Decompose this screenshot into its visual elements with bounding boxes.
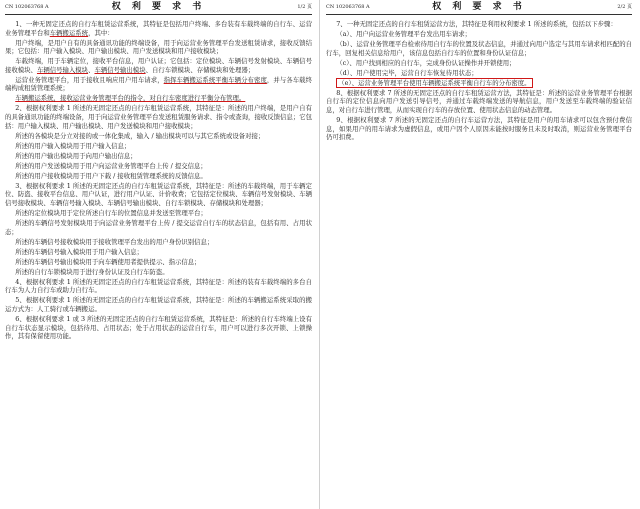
claim-text: 所述的定位模块用于定位所述自行车的位置信息并发送至管理平台； <box>15 208 207 217</box>
claim-paragraph <box>5 39 312 56</box>
page-header <box>326 0 632 15</box>
claim-paragraph <box>5 315 312 341</box>
claim-paragraph <box>5 172 312 181</box>
claim-text: ，其中： <box>88 28 114 37</box>
claim-paragraph <box>326 79 632 88</box>
claim-paragraph <box>5 182 312 208</box>
claim-text: 、 <box>88 65 95 74</box>
claim-paragraph <box>5 76 312 93</box>
claim-paragraph <box>5 104 312 130</box>
claim-paragraph <box>5 238 312 247</box>
claim-text: 6、根据权利要求 1 或 3 所述的无固定还点的自行车租赁运营系统，其特征是：所述的自行车终端上设有自行车状态显示模块，包括待用、占用状态；处于占用状态的运营自行车，用户可以进行多次开锁、上锁操作，其有保留使用功能。 <box>5 314 312 341</box>
highlighted-claim-text: 车辆搬运系统 <box>49 28 89 37</box>
claim-text: 7、一种无固定还点的自行车租赁运营方法，其特征是利用权利要求 1 所述的系统，包括以下步骤： <box>336 20 617 28</box>
claim-text: 所述的车辆信号输出模块用于向车辆使用者提供提示、指示信息； <box>15 257 201 266</box>
page-number: 2/2 页 <box>617 4 632 10</box>
claim-text: 车载终端，用于车辆定位，接收平台信息，用户认证；它包括：定位模块、车辆信号发射模块、车辆信号接收模块、 <box>5 57 312 74</box>
highlighted-claim-text: 车辆信号输入模块 <box>36 65 89 74</box>
page-title: 权 利 要 求 书 <box>111 2 206 12</box>
claim-paragraph <box>5 258 312 267</box>
highlighted-claim-text: 车辆搬运系统，接收运营业务管理平台的指令，对自行车密度进行平衡分布管理。 <box>15 94 246 103</box>
claim-paragraph <box>5 142 312 151</box>
claim-paragraph <box>5 94 312 103</box>
claim-paragraph <box>5 268 312 277</box>
claim-paragraph <box>5 248 312 257</box>
claims-page-1 <box>0 0 318 509</box>
claims-body <box>5 20 312 342</box>
highlighted-claim-text: 车辆信号输出模块 <box>94 65 146 74</box>
paragraph-gap <box>5 341 312 343</box>
claim-text: 所述的用户输入模块用于用户输入信息； <box>15 141 131 150</box>
claim-text: 9、根据权利要求 7 所述的无固定还点的自行车运营方法，其特征是用户的用车请求可以包含预付费信息，如果用户的用车请求为虚假信息，或用户因个人原因未能按时服务且未及时取消，则运营业务管理平台仍可扣费。 <box>326 115 632 142</box>
claim-paragraph <box>5 278 312 295</box>
claim-paragraph <box>326 89 632 115</box>
claim-text: 8、根据权利要求 7 所述的无固定还点的自行车租赁运营方法，其特征是：所述的运营业务管理平台根据自行车的定位信息向用户发送引导信号，并通过车载终端发送的导航信息，用户发送至车载终端的验证信息，对自行车进行管理，从而实现自行车的存放位置、使用状态信息的动态管理。 <box>326 88 632 114</box>
claim-paragraph <box>326 116 632 142</box>
claim-text: 所述的自行车锁模块用于进行身份认证及自行车防盗。 <box>15 267 169 276</box>
claim-paragraph <box>5 219 312 236</box>
claim-text: （c）、用户找到相应的自行车，完成身份认证操作并开锁使用； <box>336 58 516 67</box>
claim-paragraph <box>5 132 312 141</box>
page-number: 1/2 页 <box>297 4 312 10</box>
claim-text: 、自行车锁模块、存储模块和处理器； <box>145 65 255 74</box>
claim-text: 2、根据权利要求 1 所述的无固定还点的自行车租赁运营系统，其特征是：所述的用户终端，是用户自有的具备通讯功能的终端设备，用于向运营业务管理平台发送租赁服务请求、指令或查询，接收反馈信息；它包括：用户输入模块、用户输出模块、用户发送模块和用户接收模块； <box>5 104 312 130</box>
claim-paragraph <box>5 20 312 37</box>
claim-text: 1、一种无固定还点的自行车租赁运营系统，其特征是包括用户终端、多台装有车载终端的自行车、运营业务管理平台和 <box>5 20 312 37</box>
claim-paragraph <box>5 162 312 171</box>
claim-paragraph <box>5 152 312 161</box>
claim-text: 运营业务管理平台，用于接收且响应用户用车请求， <box>15 75 164 84</box>
claim-text: 所述的用户接收模块用于用户下载 / 接收租赁管理系统的反馈信息。 <box>15 171 207 180</box>
claim-text: 4、根据权利要求 1 所述的无固定还点的自行车租赁运营系统，其特征是：所述的装有车载终端的多台自行车为人力自行车或助力自行车。 <box>5 277 312 295</box>
publication-number: CN 102063768 A <box>5 4 49 10</box>
claim-text: （b）、运营业务管理平台检索待用自行车的位置及状态信息，并通过向用户选定与其用车请求相匹配的自行车，回复相关信息给用户，该信息包括自行车的位置和身份认证信息； <box>326 40 632 57</box>
claim-text: 所述的车辆信号发射模块用于向运营业务管理平台上传 / 提交运营自行车的状态信息，包括有用、占用状态； <box>5 218 312 236</box>
page-header <box>5 0 312 15</box>
claim-paragraph <box>326 40 632 57</box>
claim-text: 所述的用户输出模块用于向用户输出信息； <box>15 151 137 160</box>
claim-text: 所述的用户发送模块用于用户向运营业务管理平台上传 / 提交信息； <box>15 161 207 170</box>
claim-text: 所述的车辆信号接收模块用于接收管理平台发出的用户身份识别信息； <box>15 237 214 246</box>
publication-number: CN 102063768 A <box>326 4 370 10</box>
claim-paragraph <box>5 209 312 218</box>
claim-text: 3、根据权利要求 1 所述的无固定还点的自行车租赁运营系统，其特征是：所述的车载终端，用于车辆定位、防盗、接收平台信息、用户认证，进行用户认证、计价收费；它包括定位模块、车辆信号发射模块、车辆信号接收模块、车辆信号输入模块、车辆信号输出模块、自行车锁模块、存储模块和处理器； <box>5 181 312 207</box>
claim-paragraph <box>326 20 632 29</box>
claim-text: ，并与各车载终端构成租赁管理系统； <box>5 75 313 93</box>
claim-text: 5、根据权利要求 1 所述的无固定还点的自行车租赁运营系统，其特征是：所述的车辆搬运系统采取的搬运方式为：人工骑行或车辆搬运。 <box>5 296 312 313</box>
claim-paragraph <box>326 59 632 68</box>
page-divider <box>319 0 320 509</box>
claim-text: 所述的车辆信号输入模块用于用户输入信息； <box>15 247 144 256</box>
claim-text: （d）、用户使用完毕，运营自行车恢复待用状态； <box>336 68 478 77</box>
claims-page-2 <box>322 0 640 509</box>
highlighted-claim-text: （e）、运营业务管理平台使用车辆搬运系统平衡自行车的分布密度。 <box>338 78 531 87</box>
claim-text: 用户终端，是用户自有的具备通讯功能的终端设备，用于向运营业务管理平台发送租赁请求，接收反馈结果；它包括：用户输入模块、用户输出模块、用户发送模块和用户接收模块； <box>5 38 312 56</box>
claim-paragraph <box>326 69 632 78</box>
claim-paragraph <box>5 57 312 74</box>
highlighted-claim-text: 指挥车辆搬运系统平衡车辆分布密度 <box>163 75 267 84</box>
claims-body <box>326 20 632 143</box>
paragraph-gap <box>326 142 632 144</box>
claim-text: 所述的各模块是分立对接的或一体化集成，输入 / 输出模块可以与其它系统或设备对接； <box>15 131 265 140</box>
claim-text: （a）、用户向运营业务管理平台发出用车请求； <box>336 30 472 39</box>
claim-paragraph <box>326 30 632 39</box>
claim-paragraph <box>5 296 312 313</box>
page-title: 权 利 要 求 书 <box>432 2 526 12</box>
